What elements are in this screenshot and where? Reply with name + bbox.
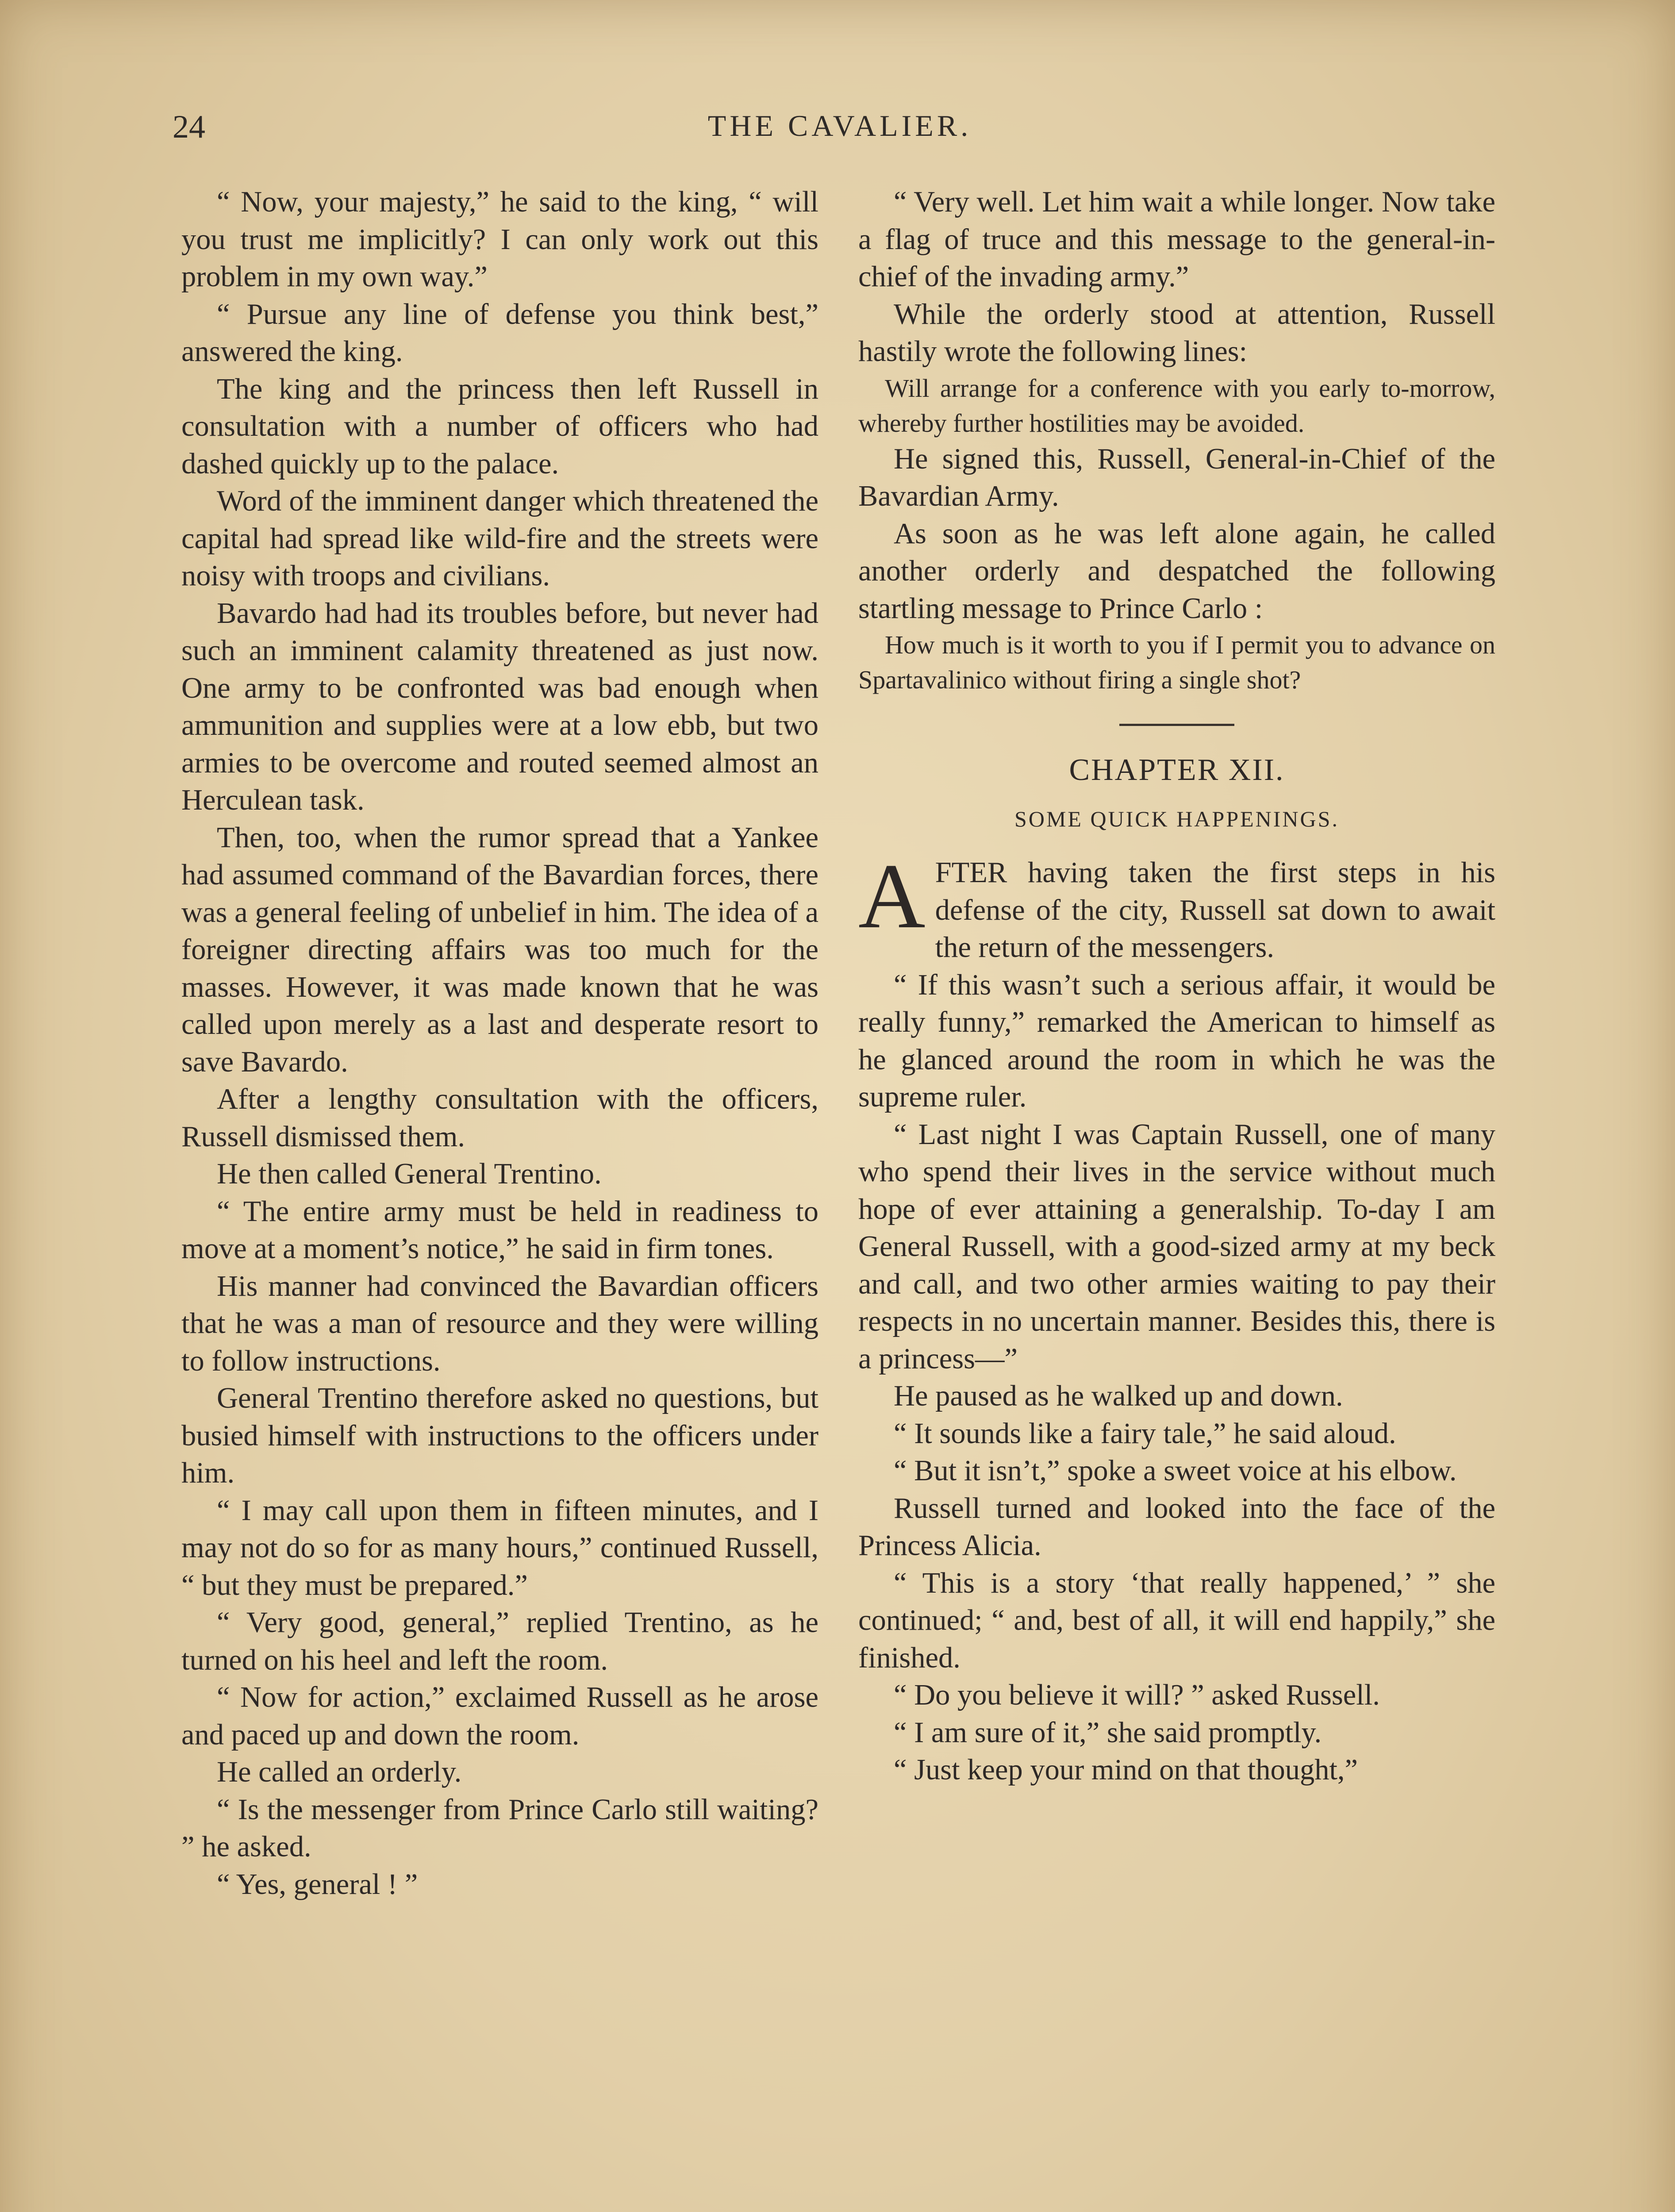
paragraph: “ Now for action,” exclaimed Russell as he arose and paced up and down the room. [181, 1681, 818, 1751]
paragraph: “ It sounds like a fairy tale,” he said aloud. [894, 1417, 1396, 1450]
paragraph: “ Very good, general,” replied Trentino, as he turned on his heel and left the room. [181, 1606, 818, 1676]
paragraph: “ The entire army must be held in readiness to move at a moment’s notice,” he said in firm tones. [181, 1195, 818, 1265]
paragraph: He signed this, Russell, General-in-Chief of the Bavardian Army. [858, 442, 1495, 512]
section-divider [1119, 724, 1234, 726]
page-header [173, 108, 1507, 157]
chapter-title: CHAPTER XII. [1069, 753, 1285, 787]
paragraph: His manner had convinced the Bavardian officers that he was a man of resource and they were willing to follow instructions. [181, 1270, 818, 1377]
paragraph: “ Last night I was Captain Russell, one of many who spend their lives in the service without much hope of ever attaining a generalship. To-day I am General Russell, with a good-sized army at my beck and call, and two other armies waiting to pay their respects in no uncertain manner. Besides this, there is a princess—” [858, 1118, 1495, 1375]
paragraph: Word of the imminent danger which threatened the capital had spread like wild-fire and the streets were noisy with troops and civilians. [181, 485, 818, 592]
chapter-subtitle: SOME QUICK HAPPENINGS. [1014, 806, 1339, 831]
quoted-message: How much is it worth to you if I permit you to advance on Spartavalinico without firing a single shot? [858, 630, 1495, 694]
opening-text: FTER having taken the first steps in his defense of the city, Russell sat down to await the return of the messengers. [935, 856, 1495, 964]
paragraph: “ I may call upon them in fifteen minutes, and I may not do so for as many hours,” continued Russell, “ but they must be prepared.” [181, 1494, 818, 1601]
paragraph: “ If this wasn’t such a serious affair, it would be really funny,” remarked the American to himself as he glanced around the room in which he was the supreme ruler. [858, 968, 1495, 1113]
paragraph: “ Yes, general ! ” [217, 1868, 418, 1901]
paragraph: Russell turned and looked into the face of the Princess Alicia. [858, 1492, 1495, 1562]
drop-cap: A [858, 845, 926, 948]
page-number: 24 [173, 109, 205, 145]
paragraph: He then called General Trentino. [217, 1158, 602, 1190]
paragraph: The king and the princess then left Russell in consultation with a number of officers who had dashed quickly up to the palace. [181, 373, 818, 480]
paragraph: He called an orderly. [217, 1756, 462, 1788]
paragraph: While the orderly stood at attention, Russell hastily wrote the following lines: [858, 298, 1495, 368]
paragraph: Bavardo had had its troubles before, but never had such an imminent calamity threatened as just now. One army to be confronted was bad enough when ammunition and supplies were at a low ebb, but two armies to be overcome and routed seemed almost an Herculean task. [181, 597, 818, 816]
paragraph: “ Do you believe it will? ” asked Russell. [894, 1679, 1380, 1711]
paragraph: He paused as he walked up and down. [894, 1380, 1343, 1412]
paragraph: “ Now, your majesty,” he said to the king, “ will you trust me implicitly? I can only work out this problem in my own way.” [181, 186, 818, 293]
paragraph: After a lengthy consultation with the officers, Russell dismissed them. [181, 1083, 818, 1153]
right-column [858, 184, 1495, 1789]
paragraph: “ Very well. Let him wait a while longer. Now take a flag of truce and this message to the general-in-chief of the invading army.” [858, 186, 1495, 293]
paragraph: “ This is a story ‘that really happened,’ ” she continued; “ and, best of all, it will end happily,” she finished. [858, 1567, 1495, 1674]
chapter-opening [858, 845, 1495, 967]
running-title: THE CAVALIER. [707, 109, 972, 142]
paragraph: “ Pursue any line of defense you think best,” answered the king. [181, 298, 818, 368]
paragraph: “ Is the messenger from Prince Carlo still waiting? ” he asked. [181, 1793, 818, 1863]
paragraph: “ Just keep your mind on that thought,” [894, 1754, 1358, 1786]
paragraph: “ But it isn’t,” spoke a sweet voice at his elbow. [894, 1455, 1457, 1487]
paragraph: Then, too, when the rumor spread that a Yankee had assumed command of the Bavardian forces, there was a general feeling of unbelief in him. The idea of a foreigner directing affairs was too much for the masses. However, it was made known that he was called upon merely as a last and desperate resort to save Bavardo. [181, 821, 818, 1078]
left-column [181, 184, 818, 1903]
paragraph: General Trentino therefore asked no questions, but busied himself with instructions to the officers under him. [181, 1382, 818, 1489]
paragraph: As soon as he was left alone again, he called another orderly and despatched the following startling message to Prince Carlo : [858, 517, 1495, 625]
quoted-message: Will arrange for a conference with you early to-morrow, whereby further hostilities may be avoided. [858, 373, 1495, 438]
paragraph: “ I am sure of it,” she said promptly. [894, 1716, 1322, 1749]
